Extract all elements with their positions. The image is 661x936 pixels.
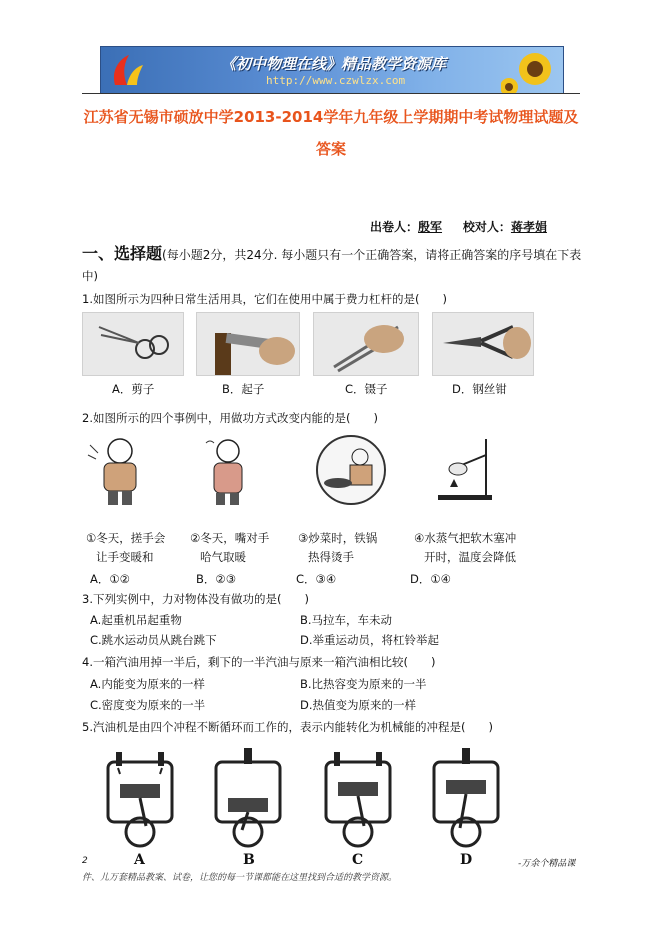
q4-option-c: C.密度变为原来的一半 [90,698,206,712]
checker-name: 蒋孝娟 [510,220,547,234]
engine-diagram-b [208,740,288,858]
footer-left: 2 [82,856,88,866]
q2-caption-1b: 让手变暖和 [96,550,154,564]
q3-option-d: D.举重运动员，将杠铃举起 [300,633,440,647]
engine-label-d: D [460,852,473,868]
section-title: 一、选择题 [82,244,163,263]
bottle-opener-image [196,312,300,376]
q4-text: 4.一箱汽油用掉一半后，剩下的一半汽油与原来一箱汽油相比较( ) [82,655,436,669]
section-note-cont: 中) [82,269,98,283]
credits [370,218,547,235]
breathing-hands-image [200,435,256,507]
logo-icon [107,51,147,89]
engine-diagram-a [100,740,180,858]
engine-label-a: A [134,852,145,868]
q4-option-d: D.热值变为原来的一样 [300,698,417,712]
footer-right: -万余个精品课 [518,859,576,869]
author-name: 殷军 [418,220,443,234]
q2-caption-2a: ②冬天，嘴对手 [190,531,270,545]
q1-text: 1.如图所示为四种日常生活用具，它们在使用中属于费力杠杆的是( ) [82,292,447,306]
q2-caption-4a: ④水蒸气把软木塞冲 [414,531,517,545]
q2-option-b: B．②③ [196,572,237,586]
q1-option-b: B．起子 [222,382,265,396]
checker-label: 校对人： [462,220,511,234]
author-label: 出卷人： [370,220,419,234]
q2-caption-4b: 开时，温度会降低 [424,550,516,564]
engine-label-c: C [352,852,364,868]
q2-text: 2.如图所示的四个事例中，用做功方式改变内能的是( ) [82,411,378,425]
q2-caption-1a: ①冬天，搓手会 [86,531,166,545]
banner-title: 《初中物理在线》精品教学资源库 [221,55,447,73]
q5-text: 5.汽油机是由四个冲程不断循环而工作的，表示内能转化为机械能的冲程是( ) [82,720,493,734]
rubbing-hands-image [86,435,148,507]
engine-diagram-c [318,740,398,858]
q3-option-b: B.马拉车，车未动 [300,613,393,627]
q2-caption-3a: ③炒菜时，铁锅 [298,531,378,545]
scissors-image [82,312,184,376]
q1-option-d: D．钢丝钳 [452,382,507,396]
q4-option-b: B.比热容变为原来的一半 [300,677,427,691]
footer-line2: 件、儿万套精品教案、试卷，让您的每一节课都能在这里找到合适的教学资源。 [82,873,398,883]
q2-caption-3b: 热得烫手 [308,550,354,564]
engine-diagram-d [426,740,506,858]
pliers-image [432,312,534,376]
sunflower-icon [501,47,563,93]
header-banner [100,46,564,94]
frying-pan-image [314,435,388,505]
section-heading [82,241,581,264]
page-title-line2: 答案 [315,140,346,158]
engine-label-b: B [243,852,255,868]
q2-option-a: A．①② [90,572,130,586]
q3-option-c: C.跳水运动员从跳台跳下 [90,633,217,647]
q1-option-c: C．镊子 [345,382,388,396]
tweezers-image [313,312,419,376]
page-title-line1: 江苏省无锡市硕放中学2013-2014学年九年级上学期期中考试物理试题及 [83,108,579,126]
q2-option-c: C．③④ [296,572,337,586]
q2-option-d: D．①④ [410,572,451,586]
q4-option-a: A.内能变为原来的一样 [90,677,205,691]
header-rule [82,93,580,94]
banner-url[interactable]: http://www.czwlzx.com [266,74,406,87]
q1-option-a: A．剪子 [112,382,155,396]
section-note: (每小题2分，共24分. 每小题只有一个正确答案，请将正确答案的序号填在下表 [162,248,582,262]
q3-text: 3.下列实例中，力对物体没有做功的是( ) [82,592,309,606]
q2-caption-2b: 哈气取暖 [200,550,246,564]
q3-option-a: A.起重机吊起重物 [90,613,182,627]
steam-cork-image [432,435,498,503]
